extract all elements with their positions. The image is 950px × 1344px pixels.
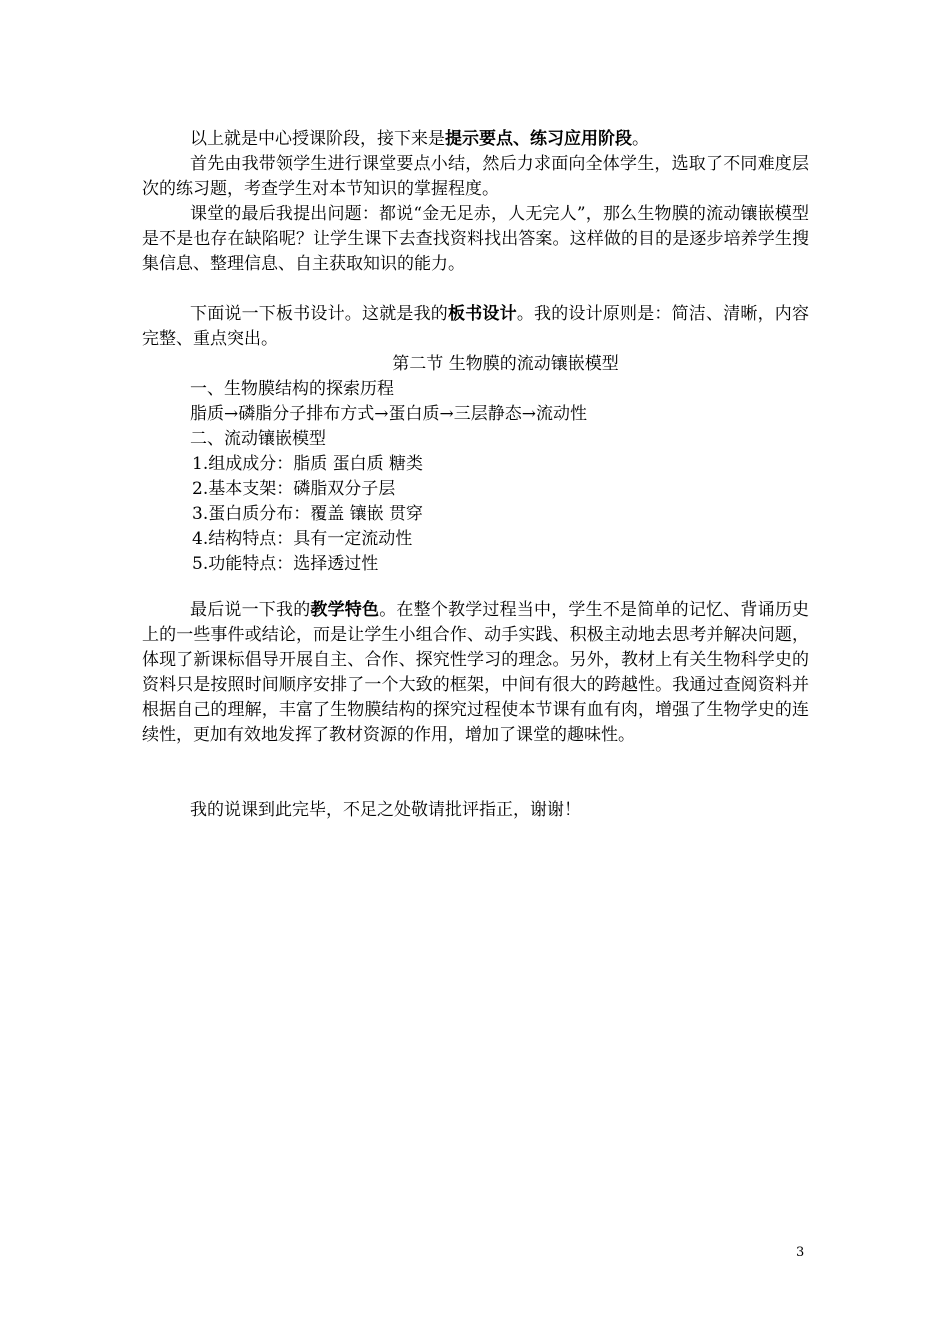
bold-phrase: 板书设计 xyxy=(448,304,517,324)
paragraph-closing: 我的说课到此完毕，不足之处敬请批评指正，谢谢！ xyxy=(190,800,581,820)
board-item: 5.功能特点：选择透过性 xyxy=(192,554,379,574)
paragraph-practice-intro: 以上就是中心授课阶段，接下来是提示要点、练习应用阶段。 xyxy=(190,129,649,149)
board-history-chain: 脂质→磷脂分子排布方式→蛋白质→三层静态→流动性 xyxy=(190,404,587,424)
paragraph-summary: 首先由我带领学生进行课堂要点小结，然后力求面向全体学生，选取了不同难度层次的练习题，考查学生对本节知识的掌握程度。 xyxy=(142,154,809,199)
paragraph-board-intro: 下面说一下板书设计。这就是我的板书设计。我的设计原则是：简洁、清晰，内容完整、重点突出。 xyxy=(142,304,810,349)
board-title: 第二节 生物膜的流动镶嵌模型 xyxy=(392,354,619,374)
bold-phrase: 教学特色 xyxy=(310,600,380,620)
paragraph-question: 课堂的最后我提出问题：都说“金无足赤，人无完人”，那么生物膜的流动镶嵌模型是不是也存在缺陷呢？让学生课下去查找资料找出答案。这样做的目的是逐步培养学生搜集信息、整理信息、自主获取知识的能力。 xyxy=(142,204,809,274)
board-item: 1.组成成分：脂质 蛋白质 糖类 xyxy=(192,454,424,474)
section-closing xyxy=(142,798,809,823)
paragraph-features: 最后说一下我的教学特色。在整个教学过程当中，学生不是简单的记忆、背诵历史上的一些事件或结论，而是让学生小组合作、动手实践、积极主动地去思考并解决问题，体现了新课标倡导开展自主、合作、探究性学习的理念。另外，教材上有关生物科学史的资料只是按照时间顺序安排了一个大致的框架，中间有很大的跨越性。我通过查阅资料并根据自己的理解，丰富了生物膜结构的探究过程使本节课有血有肉，增强了生物学史的连续性，更加有效地发挥了教材资源的作用，增加了课堂的趣味性。 xyxy=(142,600,810,745)
board-item: 4.结构特点：具有一定流动性 xyxy=(192,529,413,549)
board-item: 3.蛋白质分布：覆盖 镶嵌 贯穿 xyxy=(192,504,424,524)
board-heading-history: 一、生物膜结构的探索历程 xyxy=(190,379,394,399)
bold-phrase: 提示要点、练习应用阶段 xyxy=(445,129,632,149)
section-practice xyxy=(142,127,809,277)
board-item: 2.基本支架：磷脂双分子层 xyxy=(192,479,396,499)
page-number: 3 xyxy=(796,1245,805,1260)
section-features xyxy=(142,598,809,748)
section-board-design xyxy=(142,302,809,577)
board-heading-model: 二、流动镶嵌模型 xyxy=(190,429,326,449)
